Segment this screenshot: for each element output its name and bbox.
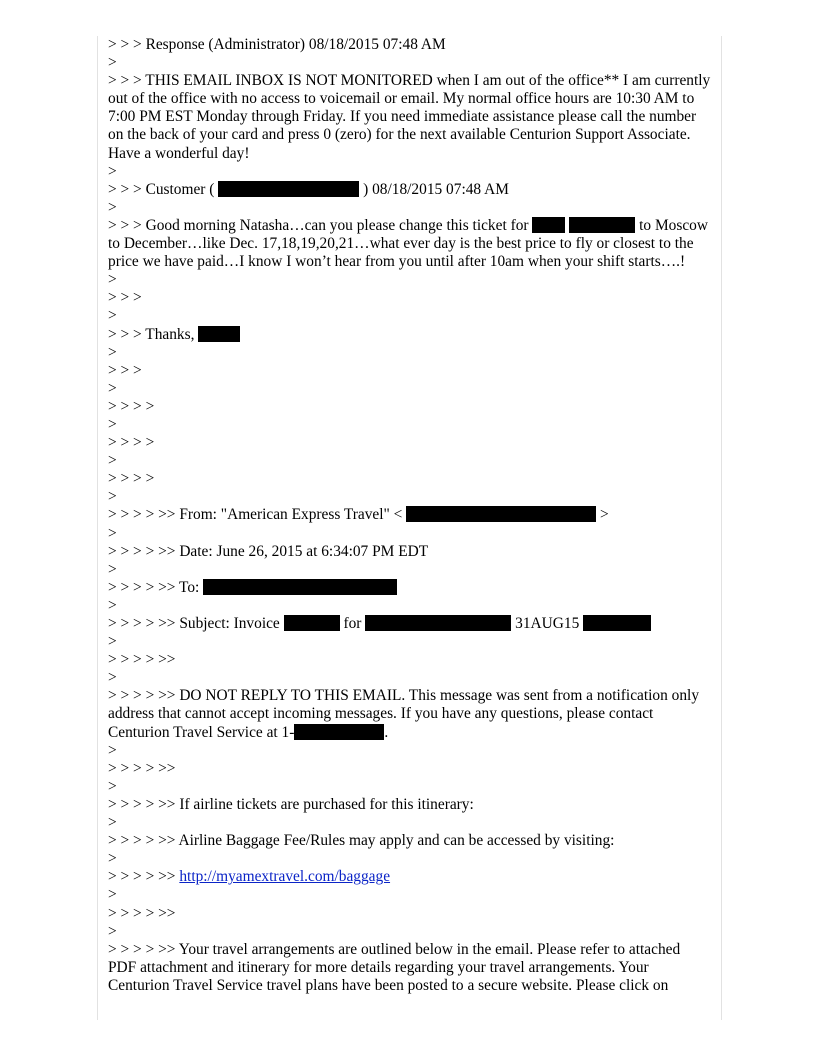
quote-line: > xyxy=(108,379,117,397)
quote-line: > xyxy=(108,54,117,72)
quote-line: > xyxy=(108,415,117,433)
quote-line: > xyxy=(108,524,117,542)
quote-line: > xyxy=(108,560,117,578)
from-prefix: > > > > >> From: "American Express Travel" < xyxy=(108,506,403,524)
quote-line: > > > xyxy=(108,289,142,307)
do-not-reply-body: > > > > >> DO NOT REPLY TO THIS EMAIL. This message was sent from a notification only address that cannot accept incoming messages. If you have any questions, please contact Centurion Travel Service at 1- xyxy=(108,687,700,741)
redaction-box xyxy=(532,217,565,233)
quote-line: > xyxy=(108,777,117,795)
subject-prefix: > > > > >> Subject: Invoice xyxy=(108,615,280,632)
auto-reply-text: > > > THIS EMAIL INBOX IS NOT MONITORED when I am out of the office** I am currently out of the office with no access to voicemail or email. My normal office hours are 10:30 AM to 7:00 PM EST Monday through Friday. If you need immediate assistance please call the number on the back of your card and press 0 (zero) for the next available Centurion Support Associate. Have a wonderful day! xyxy=(108,72,711,162)
arrangements-text: > > > > >> Your travel arrangements are outlined below in the email. Please refer to attached PDF attachment and itinerary for more details regarding your travel arrangements. Your Centurion Travel Service travel plans have been posted to a secure website. Please click on xyxy=(108,940,681,994)
redaction-box xyxy=(284,615,340,631)
subject-line xyxy=(108,615,712,633)
quote-line: > xyxy=(108,307,117,325)
to-line xyxy=(108,579,712,597)
subject-date: 31AUG15 xyxy=(515,615,580,632)
response-header: > > > Response (Administrator) 08/18/2015 07:48 AM xyxy=(108,36,446,53)
baggage-link[interactable]: http://myamextravel.com/baggage xyxy=(179,868,391,886)
airline-line: > > > > >> If airline tickets are purchased for this itinerary: xyxy=(108,795,474,813)
redaction-box xyxy=(294,724,384,740)
link-prefix: > > > > >> xyxy=(108,868,176,886)
quote-line: > xyxy=(108,271,117,289)
customer-msg-start: > > > Good morning Natasha…can you please change this ticket for xyxy=(108,216,529,234)
customer-suffix: ) 08/18/2015 07:48 AM xyxy=(363,180,509,198)
quote-line: > xyxy=(108,886,117,904)
quote-line: > xyxy=(108,669,117,687)
from-line xyxy=(108,506,712,524)
period: . xyxy=(384,723,389,741)
redaction-box xyxy=(365,615,511,631)
redaction-box xyxy=(198,326,240,342)
customer-msg-to: to xyxy=(639,216,652,234)
redaction-box xyxy=(218,181,359,197)
quote-line: > > > > xyxy=(108,397,155,415)
to-prefix: > > > > >> To: xyxy=(108,578,200,596)
date-line: > > > > >> Date: June 26, 2015 at 6:34:07 PM EDT xyxy=(108,542,429,560)
redaction-box xyxy=(569,217,635,233)
quote-line: > xyxy=(108,814,117,832)
thanks-text: > > > Thanks, xyxy=(108,325,195,343)
quote-line: > > > > >> xyxy=(108,904,176,922)
quote-line: > xyxy=(108,741,117,759)
quote-line: > xyxy=(108,850,117,868)
customer-prefix: > > > Customer ( xyxy=(108,180,215,198)
quote-line: > xyxy=(108,198,117,216)
link-line xyxy=(108,868,712,886)
quote-line: > xyxy=(108,162,117,180)
quote-line: > > > > >> xyxy=(108,759,176,777)
quote-line: > xyxy=(108,452,117,470)
quote-line: > xyxy=(108,343,117,361)
do-not-reply-text xyxy=(108,687,712,741)
subject-for: for xyxy=(343,615,362,632)
customer-line xyxy=(108,181,712,199)
quote-line: > xyxy=(108,633,117,651)
quote-line: > > > > >> xyxy=(108,651,176,669)
from-suffix: > xyxy=(600,506,609,524)
quote-line: > > > > xyxy=(108,434,155,452)
quote-line: > xyxy=(108,596,117,614)
thanks-line xyxy=(108,326,712,344)
quote-line: > > > > xyxy=(108,470,155,488)
redaction-box xyxy=(406,506,596,522)
quote-line: > > > xyxy=(108,361,142,379)
quote-line: > xyxy=(108,488,117,506)
redaction-box xyxy=(583,615,651,631)
customer-message xyxy=(108,217,712,271)
customer-msg-rest: Moscow to December…like Dec. 17,18,19,20,21…what ever day is the best price to fly or closest to the price we have paid…I know I won’t hear from you until after 10am when your shift starts….! xyxy=(108,216,708,271)
email-body xyxy=(108,36,712,995)
baggage-line: > > > > >> Airline Baggage Fee/Rules may apply and can be accessed by visiting: xyxy=(108,832,615,850)
redaction-box xyxy=(203,579,397,595)
quote-line: > xyxy=(108,922,117,940)
